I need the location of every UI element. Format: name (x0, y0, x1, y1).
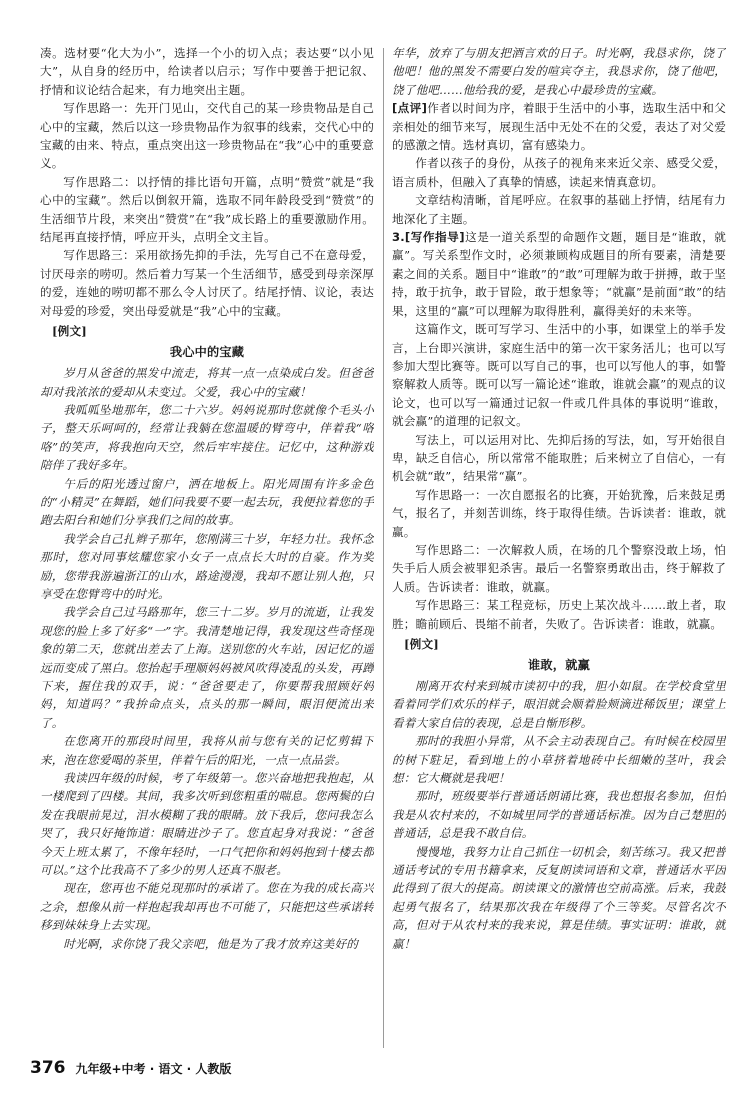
guide-label: 3.[写作指导] (392, 230, 465, 245)
page-number: 376 (30, 1058, 66, 1078)
comment-text: 作者以时间为序，着眼于生活中的小事，选取生活中和父亲相处的细节来写，展现生活中无处不在的父爱，表达了对父爱的感激之情。选材真切，富有感染力。 (392, 101, 726, 153)
writing-idea-1: 写作思路一：一次自愿报名的比赛，开始犹豫，后来鼓足勇气，报名了，并刻苦训练，终于取得佳绩。告诉读者：谁敢，就赢。 (392, 487, 726, 539)
essay-paragraph: 那时，班级要举行普通话朗诵比赛，我也想报名参加，但怕我是从农村来的，不如城里同学的普通话标准。因为自己楚胆的普通话，总是我不敢自信。 (392, 789, 726, 841)
book-title: 九年级+中考 · 语文 · 人教版 (75, 1062, 232, 1076)
essay-continuation: 年华，放弃了与朋友把酒言欢的日子。时光啊，我恳求你，饶了他吧！他的黑发不需要白发的喧宾夺主，我恳求你，饶了他吧，饶了他吧……他给我的爱，是我心中最珍贵的宝藏。 (392, 46, 726, 97)
writing-idea-3: 写作思路三：采用欲扬先抑的手法，先写自己不在意母爱，讨厌母亲的唠叨。然后着力写某一个生活细节，感受到母亲深厚的爱，连她的唠叨都不那么令人讨厌了。结尾抒情、议论，表达对母爱的珍爱，突出母爱就是“我”心中的宝藏。 (40, 248, 374, 318)
essay-paragraph: 岁月从爸爸的黑发中流走，将其一点一点染成白发。但爸爸却对我浓浓的爱却从未变过。父爱，我心中的宝藏！ (40, 366, 374, 399)
writing-idea-3: 写作思路三：某工程竞标，历史上某次战斗……敢上者，取胜；瞻前顾后、畏缩不前者，失败了。告诉读者：谁敢，就赢。 (392, 598, 726, 631)
essay-paragraph: 我学会自己过马路那年，您三十二岁。岁月的流逝，让我发现您的脸上多了好多“一”字。我清楚地记得，我发现这些奇怪现象的第二天，您就出差去了上海。送别您的火车站，因记忆的遥远而变成了黑白。您抬起手理顺妈妈被风吹得凌乱的头发，再蹲下来，握住我的双手，说：“爸爸要走了，你要帮我照顾好妈妈，知道吗？”我拚命点头，点头的那一瞬间，眼泪便流出来了。 (40, 605, 374, 730)
essay-paragraph: 现在，您再也不能兑现那时的承诺了。您在为我的成长高兴之余，想像从前一样抱起我却再也不可能了，只能把这些承诺转移到妹妹身上去实现。 (40, 881, 374, 933)
essay-paragraph: 午后的阳光透过窗户，洒在地板上。阳光周围有许多金色的“小精灵”在舞蹈，她们问我要不要一起去玩，我便拉着您的手跑去阳台和她们分享我们之间的故事。 (40, 476, 374, 528)
comment-paragraph-3: 文章结构清晰，首尾呼应。在叙事的基础上抒情，结尾有力地深化了主题。 (392, 193, 726, 226)
example-tag: [例文] (404, 637, 439, 651)
writing-idea-2: 写作思路二：一次解救人质，在场的几个警察没敢上场，怕失手后人质会被罪犯杀害。最后一名警察勇敢出击，终于解救了人质。告诉读者：谁敢，就赢。 (392, 542, 726, 594)
writing-idea-1: 写作思路一：先开门见山，交代自己的某一珍贵物品是自己心中的宝藏，然后以这一珍贵物品作为叙事的线索，交代心中的宝藏的由来、特点，重点突出这一珍贵物品在“我”心中的重要意义。 (40, 101, 374, 171)
essay-paragraph: 在您离开的那段时间里，我将从前与您有关的记忆剪辑下来，泡在您爱喝的茶里，伴着午后的阳光，一点一点品尝。 (40, 734, 374, 767)
essay-paragraph: 刚离开农村来到城市读初中的我，胆小如鼠。在学校食堂里看着同学们欢乐的样子，眼泪就会顺着脸颊滴进稀饭里；课堂上看着大家自信的表现，总是自惭形秽。 (392, 679, 726, 730)
writing-idea-2: 写作思路二：以抒情的排比语句开篇，点明“赞赏”就是“我心中的宝藏”。然后以倒叙开篇，选取不同年龄段受到“赞赏”的生活细节片段，来突出“赞赏”在“我”成长路上的重要激励作用。结尾再直接抒情，呼应开头，点明全文主旨。 (40, 174, 374, 245)
page-footer (30, 1058, 231, 1082)
essay-paragraph: 时光啊，求你饶了我父亲吧，他是为了我才放弃这美好的 (63, 936, 359, 951)
right-column (392, 44, 726, 1054)
essay-paragraph: 那时的我胆小异常，从不会主动表现自己。有时候在校园里的树下駐足，看到地上的小草挤着地砖中长细嫩的茎叶，我会想：它大概就是我吧！ (392, 734, 726, 786)
guide-paragraph (392, 228, 726, 320)
guide-paragraph-3: 写法上，可以运用对比、先抑后扬的写法，如，写开始很自卑，缺乏自信心，所以常常不能取胜；后来树立了自信心，一有机会就“敢”，结果常“赢”。 (392, 432, 726, 484)
essay-paragraph: 我学会自己扎辫子那年，您刚满三十岁，年轻力壮。我怀念那时，您对同事炫耀您家小女子一点点长大时的自豪。作为奖励，您带我游遍浙江的山水，路途漫漫，我却不愿让别人抱，只享受在您臂弯中的时光。 (40, 531, 374, 601)
essay-paragraph: 我呱呱坠地那年，您二十六岁。妈妈说那时您就像个毛头小子，整天乐呵呵的，经常让我躺在您温暖的臂弯中，伴着我“咯咯”的笑声，将我抱向天空，然后牢牢接住。记忆中，这种游戏陪伴了我好多年。 (40, 402, 374, 473)
essay-title: 我心中的宝藏 (169, 345, 245, 360)
essay-paragraph: 我读四年级的时候，考了年级第一。您兴奋地把我抱起，从一楼爬到了四楼。其间，我多次听到您粗重的喘息。您两鬓的白发在我眼前晃过，泪水模糊了我的眼睛。放下我后，您问我怎么哭了，我只好掩饰道：眼睛进沙子了。您直起身对我说：“爸爸今天上班太累了，不像年轻时，一口气把你和妈妈抱到十楼去都可以。”这个比我高不了多少的男人还真不服老。 (40, 771, 374, 878)
essay-paragraph: 慢慢地，我努力让自己抓住一切机会，刻苦练习。我又把普通话考试的专用书籍拿来，反复朗读词语和文章，普通话水平因此得到了很大的提高。朗读课文的激情也空前高涨。后来，我鼓起勇气报名了，结果那次我在年级得了个三等奖。尽管名次不高，但对于从农村来的我来说，算是佳绩。事实证明：谁敢，就赢！ (392, 844, 726, 951)
guide-text: 这是一道关系型的命题作文题，题目是“谁敢，就赢”。写关系型作文时，必须兼顾构成题目的所有要素，清楚要素之间的关系。题目中“谁敢”的“敢”可理解为敢于拼搏，敢于坚持，敢于抗争，敢于冒险，敢于想象等；“就赢”是前面“敢”的结果，这里的“赢”可以理解为取得胜利，赢得美好的未来等。 (392, 230, 726, 318)
column-divider (383, 48, 384, 1048)
comment-label: [点评] (392, 101, 428, 116)
comment-paragraph (392, 99, 726, 154)
guide-paragraph-2: 这篇作文，既可写学习、生活中的小事，如课堂上的举手发言，上台即兴演讲，家庭生活中的第一次干家务活儿；也可以写参加大型比赛等。既可以写自己的事，也可以写他人的事，如警察解救人质等。既可以写一篇论述“谁敢，谁就会赢”的观点的议论文，也可以写一篇通过记叙一件或几件具体的事说明“谁敢，就会赢”的道理的记叙文。 (392, 322, 726, 429)
essay-title: 谁敢，就赢 (528, 658, 590, 672)
left-column (40, 44, 374, 1054)
comment-paragraph-2: 作者以孩子的身份，从孩子的视角来来近父亲、感受父爱，语言质朴，但融入了真挚的情感，读起来情真意切。 (392, 156, 726, 189)
intro-paragraph: 凑。选材要“化大为小”，选择一个小的切入点；表达要“以小见大”，从自身的经历中，给读者以启示；写作中要善于把记叙、抒情和议论结合起来，有力地突出主题。 (40, 46, 374, 97)
example-tag: [例文] (52, 324, 87, 339)
